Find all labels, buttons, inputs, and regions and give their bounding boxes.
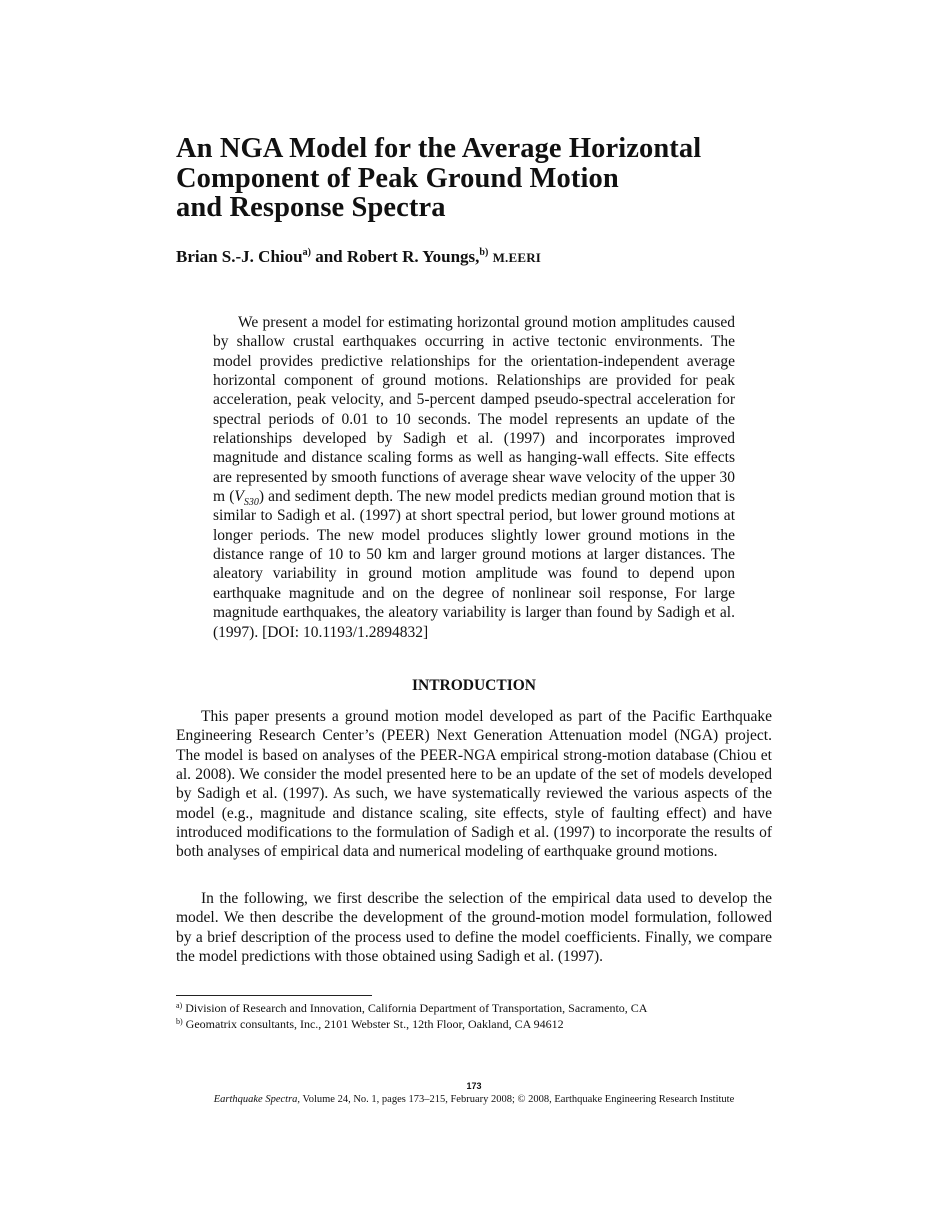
introduction-paragraph-1: This paper presents a ground motion model developed as part of the Pacific Earthquake Engineering Research Center’s (PEER) Next Generation Attenuation model (NGA) project. The model is based on analyses of the PEER-NGA empirical strong-motion database (Chiou et al. 2008). We consider the model presented here to be an update of the set of models developed by Sadigh et al. (1997). As such, we have systematically reviewed the various aspects of the model (e.g., magnitude and distance scaling, site effects, style of faulting effect) and have introduced modifications to the formulation of Sadigh et al. (1997) to incorporate the results of both analyses of empirical data and numerical modeling of earthquake ground motions. bbox=[176, 708, 772, 861]
author-1-name: Brian S.-J. Chiou bbox=[176, 247, 303, 266]
author-connector: and bbox=[310, 247, 347, 266]
author-2-name: Robert R. Youngs, bbox=[346, 247, 480, 266]
footnote-a-mark: a) bbox=[176, 1001, 183, 1010]
introduction-paragraph-2: In the following, we first describe the selection of the empirical data used to develop the model. We then describe the development of the ground-motion model formulation, followed by a brief description of the process used to define the model coefficients. Finally, we compare the model predictions with those obtained using Sadigh et al. (1997). bbox=[176, 890, 772, 966]
abstract-text-part-2: ) and sediment depth. The new model predicts median ground motion that is similar to Sadigh et al. (1997) at short spectral period, but lower ground motions at longer periods. The new model produces slightly lower ground motions in the distance range of 10 to 50 km and larger ground motions at larger distances. The aleatory variability in ground motion amplitude was found to depend upon earthquake magnitude and on the degree of nonlinear soil response, For large magnitude earthquakes, the aleatory variability is larger than found by Sadigh et al. (1997). [DOI: 10.1193/1.2894832] bbox=[213, 488, 735, 641]
journal-citation-details: Volume 24, No. 1, pages 173–215, February 2008; © 2008, Earthquake Engineering Research Institute bbox=[300, 1094, 735, 1105]
footnote-b bbox=[176, 1016, 776, 1032]
footnote-b-text: Geomatrix consultants, Inc., 2101 Webster St., 12th Floor, Oakland, CA 94612 bbox=[182, 1017, 564, 1031]
title-line-1: An NGA Model for the Average Horizontal bbox=[176, 133, 702, 164]
author-2-membership: M.EERI bbox=[492, 250, 542, 265]
footnote-a bbox=[176, 1000, 776, 1016]
footnotes bbox=[176, 1000, 776, 1032]
abstract bbox=[213, 313, 735, 642]
abstract-text-part-1: We present a model for estimating horizontal ground motion amplitudes caused by shallow crustal earthquakes occurring in active tectonic environments. The model provides predictive relationships for the orientation-independent average horizontal component of ground motions. Relationships are provided for peak acceleration, peak velocity, and 5-percent damped pseudo-spectral acceleration for spectral periods of 0.01 to 10 seconds. The model represents an update of the relationships developed by Sadigh et al. (1997) and incorporates improved magnitude and distance scaling forms as well as hanging-wall effects. Site effects are represented by smooth functions of average shear wave velocity of the upper 30 m ( bbox=[213, 314, 735, 506]
page-number: 173 bbox=[466, 1081, 482, 1091]
footnote-b-mark: b) bbox=[176, 1017, 183, 1026]
title-line-3: and Response Spectra bbox=[176, 192, 446, 223]
vs30-subscript: S30 bbox=[243, 497, 259, 509]
author-list bbox=[176, 246, 541, 269]
author-1-affiliation-mark: a) bbox=[302, 247, 311, 258]
section-heading-introduction: INTRODUCTION bbox=[411, 677, 536, 694]
vs30-symbol: V bbox=[234, 488, 244, 506]
footnote-divider bbox=[176, 995, 372, 996]
journal-citation bbox=[0, 1093, 948, 1107]
title-line-2: Component of Peak Ground Motion bbox=[176, 162, 619, 194]
journal-name: Earthquake Spectra, bbox=[213, 1094, 301, 1105]
paper-title bbox=[176, 134, 796, 223]
footnote-a-text: Division of Research and Innovation, California Department of Transportation, Sacramento, CA bbox=[182, 1001, 648, 1015]
author-2-affiliation-mark: b) bbox=[479, 247, 489, 258]
